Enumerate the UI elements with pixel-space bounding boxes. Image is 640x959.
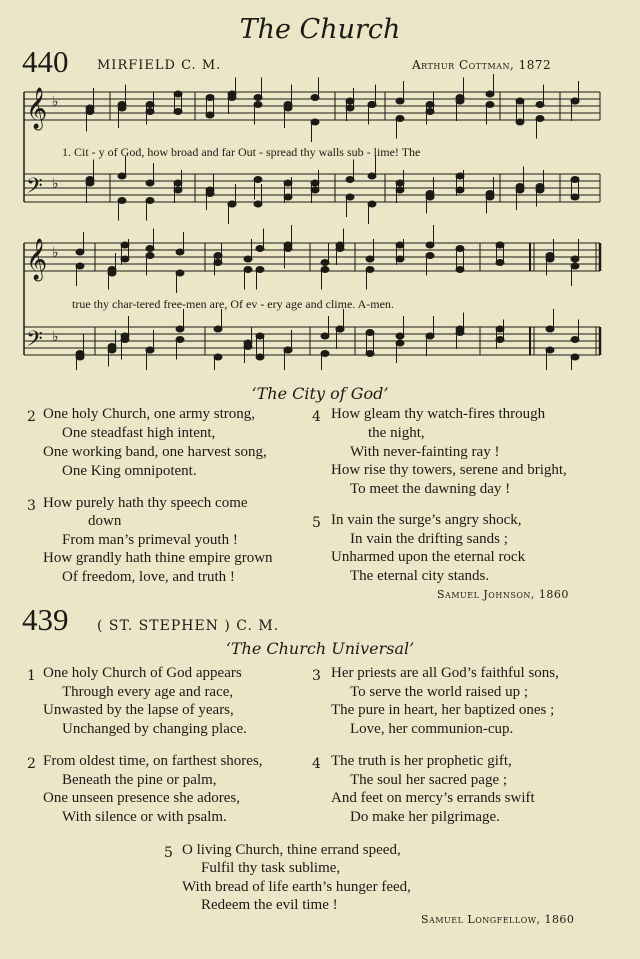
note-head bbox=[336, 242, 344, 248]
verse-number: 5 bbox=[164, 845, 173, 861]
note-head bbox=[336, 326, 344, 332]
note-head bbox=[486, 191, 494, 197]
note-head bbox=[366, 256, 374, 262]
note-head bbox=[108, 267, 116, 273]
note-head bbox=[496, 337, 504, 343]
note-head bbox=[321, 351, 329, 357]
note-head bbox=[284, 180, 292, 186]
bass-clef-icon: 𝄢 bbox=[26, 174, 43, 204]
note-head bbox=[284, 246, 292, 252]
verse-line: One holy Church, one army strong, bbox=[43, 406, 256, 422]
verse-line: O living Church, thine errand speed, bbox=[182, 842, 401, 858]
note-head bbox=[426, 102, 434, 108]
note-head bbox=[426, 253, 434, 259]
note-head bbox=[256, 246, 264, 252]
verse-line: In vain the surge’s angry shock, bbox=[331, 512, 522, 528]
note-head bbox=[456, 187, 464, 193]
svg-text:♭: ♭ bbox=[52, 245, 59, 261]
note-head bbox=[366, 351, 374, 357]
note-head bbox=[146, 246, 154, 252]
verse-line: down bbox=[88, 513, 122, 529]
note-head bbox=[571, 256, 579, 262]
verse-line: From oldest time, on farthest shores, bbox=[43, 753, 263, 769]
note-head bbox=[346, 194, 354, 200]
note-head bbox=[571, 98, 579, 104]
verse-number: 5 bbox=[312, 515, 321, 531]
verse-line: Do make her pilgrimage. bbox=[350, 809, 500, 825]
verse-line: Of freedom, love, and truth ! bbox=[62, 569, 235, 585]
note-head bbox=[496, 326, 504, 332]
note-head bbox=[214, 326, 222, 332]
note-head bbox=[121, 337, 129, 343]
note-head bbox=[214, 354, 222, 360]
note-head bbox=[396, 256, 404, 262]
verse-line: How rise thy towers, serene and bright, bbox=[331, 462, 567, 478]
note-head bbox=[176, 337, 184, 343]
note-head bbox=[346, 177, 354, 183]
note-head bbox=[368, 102, 376, 108]
svg-text:♭: ♭ bbox=[52, 176, 59, 192]
note-head bbox=[254, 177, 262, 183]
verse-line: Unchanged by changing place. bbox=[62, 721, 247, 737]
note-head bbox=[311, 187, 319, 193]
verse-line: How purely hath thy speech come bbox=[43, 495, 248, 511]
note-head bbox=[456, 326, 464, 332]
note-head bbox=[426, 109, 434, 115]
note-head bbox=[426, 333, 434, 339]
note-head bbox=[571, 263, 579, 269]
note-head bbox=[496, 242, 504, 248]
svg-text:♭: ♭ bbox=[52, 329, 59, 345]
note-head bbox=[228, 201, 236, 207]
note-head bbox=[536, 116, 544, 122]
hymn-440-tune: MIRFIELD C. M. bbox=[97, 58, 222, 73]
note-head bbox=[456, 246, 464, 252]
note-head bbox=[86, 180, 94, 186]
verse-number: 2 bbox=[27, 756, 36, 772]
note-head bbox=[256, 267, 264, 273]
note-head bbox=[571, 354, 579, 360]
hymn-440-lyrics-line-1: 1. Cit - y of God, how broad and far Out - spread thy walls sub - lime! The bbox=[62, 145, 421, 159]
verse-line: To meet the dawning day ! bbox=[350, 481, 511, 497]
note-head bbox=[396, 180, 404, 186]
note-head bbox=[108, 344, 116, 350]
note-head bbox=[571, 177, 579, 183]
hymn-440-number: 440 bbox=[22, 44, 69, 79]
verse-number: 1 bbox=[27, 668, 36, 684]
hymn-439-subtitle: ‘The Church Universal’ bbox=[225, 639, 415, 658]
note-head bbox=[176, 270, 184, 276]
note-head bbox=[121, 256, 129, 262]
note-head bbox=[76, 263, 84, 269]
note-head bbox=[546, 253, 554, 259]
note-head bbox=[206, 187, 214, 193]
verse-line: To serve the world raised up ; bbox=[350, 684, 529, 700]
note-head bbox=[486, 91, 494, 97]
note-head bbox=[146, 347, 154, 353]
note-head bbox=[426, 242, 434, 248]
note-head bbox=[174, 109, 182, 115]
verse-line: Through every age and race, bbox=[62, 684, 234, 700]
note-head bbox=[118, 198, 126, 204]
verse-line: Unwasted by the lapse of years, bbox=[43, 702, 234, 718]
note-head bbox=[146, 198, 154, 204]
note-head bbox=[321, 333, 329, 339]
hymn-440-composer: Arthur Cottman, 1872 bbox=[412, 58, 552, 72]
note-head bbox=[118, 173, 126, 179]
note-head bbox=[256, 354, 264, 360]
note-head bbox=[86, 109, 94, 115]
note-head bbox=[284, 347, 292, 353]
verse-line: Fulfil thy task sublime, bbox=[201, 860, 341, 876]
verse-line: The truth is her prophetic gift, bbox=[331, 753, 512, 769]
note-head bbox=[176, 326, 184, 332]
verse-line: One holy Church of God appears bbox=[43, 665, 242, 681]
treble-clef-icon: 𝄞 bbox=[26, 88, 48, 129]
note-head bbox=[311, 95, 319, 101]
note-head bbox=[146, 180, 154, 186]
treble-clef-icon: 𝄞 bbox=[26, 239, 48, 280]
verse-line: Her priests are all God’s faithful sons, bbox=[331, 665, 559, 681]
note-head bbox=[174, 180, 182, 186]
note-head bbox=[254, 201, 262, 207]
note-head bbox=[368, 201, 376, 207]
note-head bbox=[321, 267, 329, 273]
note-head bbox=[214, 253, 222, 259]
note-head bbox=[176, 249, 184, 255]
note-head bbox=[244, 340, 252, 346]
note-head bbox=[426, 191, 434, 197]
note-head bbox=[146, 253, 154, 259]
note-head bbox=[146, 109, 154, 115]
note-head bbox=[284, 194, 292, 200]
verse-line: How gleam thy watch-fires through bbox=[331, 406, 546, 422]
note-head bbox=[311, 119, 319, 125]
note-head bbox=[254, 102, 262, 108]
note-head bbox=[174, 91, 182, 97]
hymn-439-number: 439 bbox=[22, 602, 69, 637]
note-head bbox=[516, 98, 524, 104]
verse-line: How grandly hath thine empire grown bbox=[43, 550, 273, 566]
note-head bbox=[396, 187, 404, 193]
bass-clef-icon: 𝄢 bbox=[26, 327, 43, 357]
hymn-440-subtitle: ‘The City of God’ bbox=[251, 384, 389, 403]
verse-line: Love, her communion-cup. bbox=[350, 721, 514, 737]
verse-line: With silence or with psalm. bbox=[62, 809, 227, 825]
note-head bbox=[76, 354, 84, 360]
verse-line: One working band, one harvest song, bbox=[43, 444, 267, 460]
verse-line: The pure in heart, her baptized ones ; bbox=[331, 702, 555, 718]
svg-text:♭: ♭ bbox=[52, 94, 59, 110]
verse-line: the night, bbox=[368, 425, 425, 441]
note-head bbox=[396, 116, 404, 122]
note-head bbox=[456, 98, 464, 104]
note-head bbox=[76, 249, 84, 255]
verse-number: 2 bbox=[27, 409, 36, 425]
verse-line: In vain the drifting sands ; bbox=[350, 531, 508, 547]
note-head bbox=[536, 102, 544, 108]
verse-line: With never-fainting ray ! bbox=[350, 444, 500, 460]
note-head bbox=[174, 187, 182, 193]
note-head bbox=[536, 184, 544, 190]
note-head bbox=[366, 267, 374, 273]
note-head bbox=[118, 105, 126, 111]
note-head bbox=[321, 260, 329, 266]
note-head bbox=[121, 242, 129, 248]
note-head bbox=[366, 330, 374, 336]
verse-number: 4 bbox=[312, 756, 321, 772]
verse-number: 4 bbox=[312, 409, 321, 425]
note-head bbox=[311, 180, 319, 186]
note-head bbox=[546, 347, 554, 353]
note-head bbox=[254, 95, 262, 101]
music-score bbox=[0, 0, 640, 370]
verse-line: The eternal city stands. bbox=[350, 568, 490, 584]
hymn-439-author: Samuel Longfellow, 1860 bbox=[421, 913, 575, 926]
note-head bbox=[206, 95, 214, 101]
note-head bbox=[496, 260, 504, 266]
note-head bbox=[346, 105, 354, 111]
verse-number: 3 bbox=[312, 668, 321, 684]
hymn-440-author: Samuel Johnson, 1860 bbox=[437, 588, 569, 601]
verse-line: Redeem the evil time ! bbox=[201, 897, 338, 913]
verse-line: Unharmed upon the eternal rock bbox=[331, 549, 526, 565]
note-head bbox=[244, 267, 252, 273]
note-head bbox=[396, 98, 404, 104]
verse-line: From man’s primeval youth ! bbox=[62, 532, 238, 548]
page-header: The Church bbox=[239, 14, 401, 45]
note-head bbox=[284, 105, 292, 111]
note-head bbox=[516, 187, 524, 193]
note-head bbox=[456, 267, 464, 273]
note-head bbox=[214, 260, 222, 266]
note-head bbox=[368, 173, 376, 179]
hymn-439-tune: ( ST. STEPHEN ) C. M. bbox=[97, 618, 280, 634]
note-head bbox=[546, 326, 554, 332]
note-head bbox=[244, 256, 252, 262]
note-head bbox=[206, 112, 214, 118]
note-head bbox=[396, 242, 404, 248]
verse-number: 3 bbox=[27, 498, 36, 514]
verse-line: With bread of life earth’s hunger feed, bbox=[182, 879, 411, 895]
note-head bbox=[571, 194, 579, 200]
note-head bbox=[396, 340, 404, 346]
note-head bbox=[256, 333, 264, 339]
note-head bbox=[486, 102, 494, 108]
note-head bbox=[456, 173, 464, 179]
verse-line: One King omnipotent. bbox=[62, 463, 197, 479]
verse-line: The soul her sacred page ; bbox=[350, 772, 508, 788]
verse-line: One unseen presence she adores, bbox=[43, 790, 240, 806]
verse-line: Beneath the pine or palm, bbox=[62, 772, 217, 788]
note-head bbox=[228, 91, 236, 97]
note-head bbox=[396, 333, 404, 339]
verse-line: And feet on mercy’s errands swift bbox=[331, 790, 535, 806]
note-head bbox=[346, 98, 354, 104]
hymn-440-lyrics-line-2: true thy char-tered free-men are, Of ev - ery age and clime. A-men. bbox=[72, 297, 394, 311]
note-head bbox=[146, 102, 154, 108]
note-head bbox=[516, 119, 524, 125]
note-head bbox=[571, 337, 579, 343]
verse-line: One steadfast high intent, bbox=[62, 425, 216, 441]
